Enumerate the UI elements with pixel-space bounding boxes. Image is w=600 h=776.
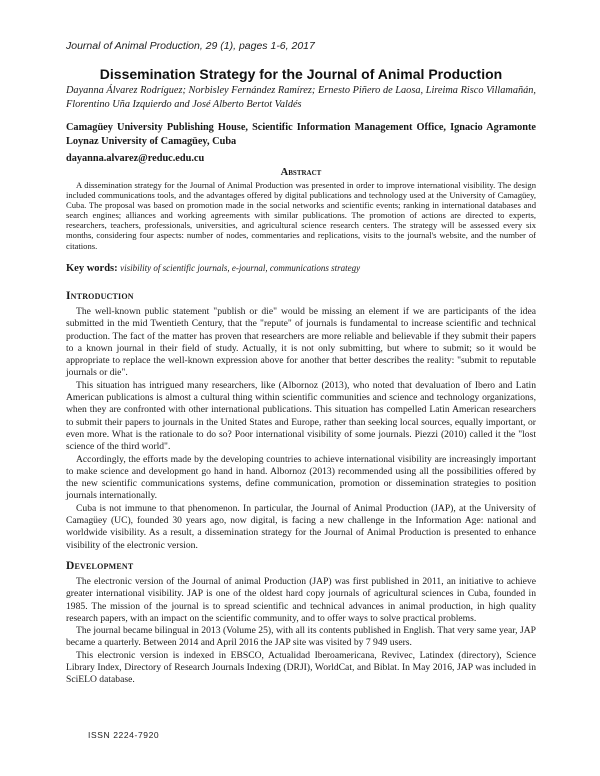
- paragraph: The well-known public statement "publish or die" would be missing an element if we are participants of the idea submitted in the mid Twentieth Century, that the "repute" of journals is fundamental to increase scientific and technical production. The fact of the matter has proven that researchers are more reliable and believable if they submit their papers to a known journal in their field of study. Actually, it is not only submitting, but where to submit; so it would be appropriate to replace the well-known expression above for another that better describes the reality: "submit to reputable journals or die".: [66, 306, 536, 379]
- paragraph: This situation has intrigued many researchers, like (Albornoz (2013), who noted that devaluation of Ibero and Latin American publications is almost a cultural thing within scientific communities and science and technology organizations, when they are confronted with other international publications. This situation has compelled Latin American researchers to submit their papers to journals in the United States and Europe, rather than seeking local sources, equally important, or even more. What is the rationale to do so? Poor international visibility of some journals. Piezzi (2010) called it the "lost science of the third world".: [66, 379, 536, 453]
- issn-footer: ISSN 2224-7920: [88, 730, 160, 740]
- keywords-label: Key words:: [66, 263, 118, 274]
- paragraph: The electronic version of the Journal of animal Production (JAP) was first published in 2011, an initiative to achieve greater international visibility. JAP is one of the oldest hard copy journals of agricultural sciences in Cuba, founded in 1985. The mission of the journal is to spread scientific and technical advances in animal production, in high quality research papers, with an impact on the scientific community, and to offer ways to solve practical problems.: [66, 576, 536, 624]
- author-list: Dayanna Álvarez Rodríguez; Norbisley Fernández Ramírez; Ernesto Piñero de Laosa, Lireima Risco Villamañán, Florentino Uña Izquierdo and José Alberto Bertot Valdés: [66, 85, 536, 110]
- development-body: [66, 576, 536, 687]
- section-heading-development: Development: [66, 560, 134, 572]
- abstract-heading: Abstract: [280, 167, 322, 178]
- section-heading-introduction: Introduction: [66, 290, 134, 302]
- paragraph: Accordingly, the efforts made by the developing countries to achieve international visibility are increasingly important to make science and development go hand in hand. Albornoz (2013) recommended using all the possibilities offered by the new scientific communications systems, define communication, promotion or dissemination strategies to position journals internationally.: [66, 453, 536, 502]
- abstract-body: A dissemination strategy for the Journal of Animal Production was presented in order to improve international visibility. The design included communications tools, and the advantages offered by digital publications and technology used at the University of Camagüey, Cuba. The proposal was based on promotion made in the social networks and scientific events; ranking in international databases and search engines; alliances and working agreements with similar publications. The promotion of actions are directed to experts, researchers, teachers, professionals, universities, and agricultural science research centers. The strategy will be assessed every six months, considering four aspects: number of nodes, commentaries and replications, visits to the journal's website, and the number of citations.: [66, 180, 536, 251]
- keywords-line: [66, 263, 536, 274]
- contact-email[interactable]: dayanna.alvarez@reduc.edu.cu: [66, 153, 205, 164]
- paragraph: The journal became bilingual in 2013 (Volume 25), with all its contents published in English. That very same year, JAP became a quarterly. Between 2014 and April 2016 the JAP site was visited by 7 949 users.: [66, 625, 536, 649]
- affiliation: Camagüey University Publishing House, Scientific Information Management Office, Ignacio Agramonte Loynaz University of Camagüey, Cuba: [66, 122, 536, 147]
- paragraph: Cuba is not immune to that phenomenon. In particular, the Journal of Animal Production (JAP), at the University of Camagüey (UC), founded 30 years ago, now digital, is facing a new challenge in the Information Age: national and worldwide visibility. As a result, a dissemination strategy for the Journal of Animal Production is presented to enhance visibility of the electronic version.: [66, 502, 536, 551]
- paper-title: Dissemination Strategy for the Journal of Animal Production: [99, 66, 503, 82]
- keywords-values: visibility of scientific journals, e-journal, communications strategy: [120, 263, 361, 273]
- introduction-body: [66, 306, 536, 552]
- running-head: Journal of Animal Production, 29 (1), pages 1-6, 2017: [66, 40, 315, 52]
- paragraph: This electronic version is indexed in EBSCO, Actualidad Iberoamericana, Revivec, Latindex (directory), Science Library Index, Directory of Research Journals Indexing (DRJI), WorldCat, and Biblat. In May 2016, JAP was included in SciELO database.: [66, 649, 536, 686]
